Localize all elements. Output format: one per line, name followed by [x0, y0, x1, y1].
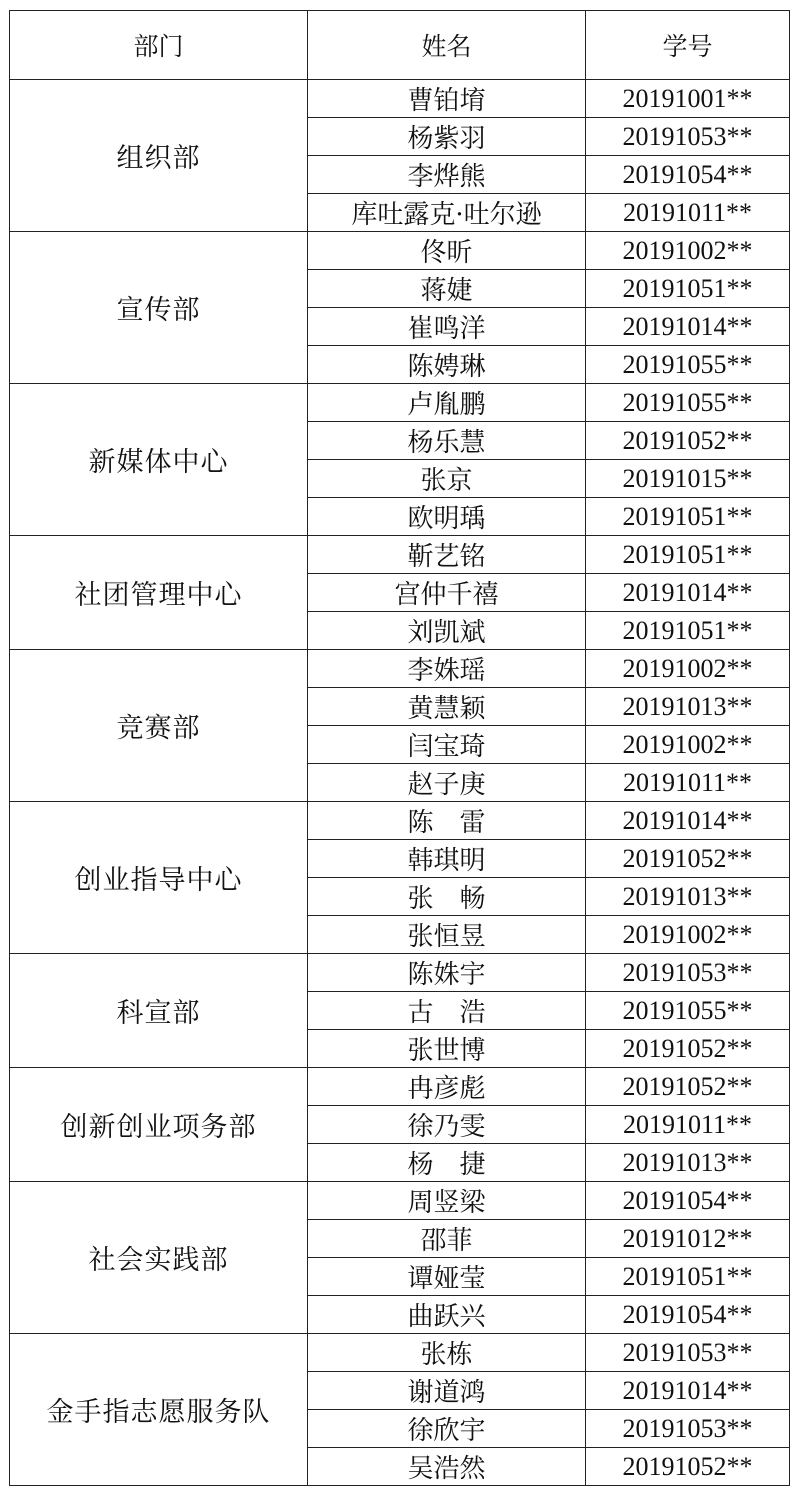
- member-name-cell: 李烨熊: [308, 156, 586, 194]
- student-id-cell: 20191002**: [586, 916, 790, 954]
- student-id-cell: 20191052**: [586, 1030, 790, 1068]
- member-name-cell: 刘凯斌: [308, 612, 586, 650]
- student-id-cell: 20191052**: [586, 840, 790, 878]
- student-id-cell: 20191014**: [586, 1372, 790, 1410]
- member-name-cell: 冉彦彪: [308, 1068, 586, 1106]
- student-id-cell: 20191053**: [586, 954, 790, 992]
- member-name-cell: 宫仲千禧: [308, 574, 586, 612]
- student-id-cell: 20191011**: [586, 764, 790, 802]
- member-name-cell: 陈娉琳: [308, 346, 586, 384]
- student-id-cell: 20191054**: [586, 1182, 790, 1220]
- student-id-cell: 20191014**: [586, 574, 790, 612]
- member-name-cell: 张 畅: [308, 878, 586, 916]
- table-row: [10, 384, 790, 422]
- member-name-cell: 杨紫羽: [308, 118, 586, 156]
- student-id-cell: 20191052**: [586, 1448, 790, 1486]
- student-id-cell: 20191014**: [586, 802, 790, 840]
- header-row: [10, 11, 790, 80]
- department-cell: 竞赛部: [10, 650, 308, 802]
- member-name-cell: 李姝瑶: [308, 650, 586, 688]
- member-name-cell: 卢胤鹏: [308, 384, 586, 422]
- member-name-cell: 赵子庚: [308, 764, 586, 802]
- member-name-cell: 闫宝琦: [308, 726, 586, 764]
- student-id-cell: 20191053**: [586, 1410, 790, 1448]
- student-id-cell: 20191054**: [586, 1296, 790, 1334]
- student-id-cell: 20191015**: [586, 460, 790, 498]
- table-row: [10, 232, 790, 270]
- student-id-cell: 20191001**: [586, 80, 790, 118]
- department-cell: 社团管理中心: [10, 536, 308, 650]
- member-name-cell: 邵菲: [308, 1220, 586, 1258]
- department-cell: 创业指导中心: [10, 802, 308, 954]
- student-id-cell: 20191053**: [586, 118, 790, 156]
- member-name-cell: 黄慧颖: [308, 688, 586, 726]
- student-id-cell: 20191051**: [586, 1258, 790, 1296]
- table-row: [10, 1068, 790, 1106]
- department-cell: 创新创业项务部: [10, 1068, 308, 1182]
- department-cell: 宣传部: [10, 232, 308, 384]
- table-row: [10, 954, 790, 992]
- member-name-cell: 佟昕: [308, 232, 586, 270]
- member-name-cell: 张栋: [308, 1334, 586, 1372]
- student-id-cell: 20191055**: [586, 384, 790, 422]
- student-id-cell: 20191002**: [586, 726, 790, 764]
- student-id-cell: 20191011**: [586, 194, 790, 232]
- department-header: 部门: [10, 11, 308, 80]
- member-name-cell: 徐欣宇: [308, 1410, 586, 1448]
- student-id-cell: 20191013**: [586, 878, 790, 916]
- table-row: [10, 1182, 790, 1220]
- member-name-cell: 崔鸣洋: [308, 308, 586, 346]
- student-id-cell: 20191011**: [586, 1106, 790, 1144]
- student-id-cell: 20191052**: [586, 1068, 790, 1106]
- student-id-cell: 20191013**: [586, 688, 790, 726]
- member-name-cell: 韩琪明: [308, 840, 586, 878]
- student-id-header: 学号: [586, 11, 790, 80]
- member-name-cell: 谢道鸿: [308, 1372, 586, 1410]
- student-id-cell: 20191051**: [586, 498, 790, 536]
- member-name-cell: 古 浩: [308, 992, 586, 1030]
- table-body: [10, 80, 790, 1486]
- student-id-cell: 20191055**: [586, 346, 790, 384]
- department-cell: 社会实践部: [10, 1182, 308, 1334]
- table-row: [10, 802, 790, 840]
- student-id-cell: 20191051**: [586, 270, 790, 308]
- student-id-cell: 20191054**: [586, 156, 790, 194]
- table-row: [10, 80, 790, 118]
- department-cell: 科宣部: [10, 954, 308, 1068]
- member-name-cell: 陈姝宇: [308, 954, 586, 992]
- member-name-cell: 周竖梁: [308, 1182, 586, 1220]
- table-header: [10, 11, 790, 80]
- member-name-cell: 曲跃兴: [308, 1296, 586, 1334]
- member-name-cell: 张世博: [308, 1030, 586, 1068]
- member-name-cell: 库吐露克·吐尔逊: [308, 194, 586, 232]
- department-cell: 金手指志愿服务队: [10, 1334, 308, 1486]
- student-id-cell: 20191051**: [586, 612, 790, 650]
- student-id-cell: 20191055**: [586, 992, 790, 1030]
- member-name-cell: 曹铂堉: [308, 80, 586, 118]
- member-name-cell: 蒋婕: [308, 270, 586, 308]
- member-name-cell: 徐乃雯: [308, 1106, 586, 1144]
- department-cell: 新媒体中心: [10, 384, 308, 536]
- student-id-cell: 20191052**: [586, 422, 790, 460]
- member-name-cell: 张恒昱: [308, 916, 586, 954]
- member-name-cell: 谭娅莹: [308, 1258, 586, 1296]
- member-name-cell: 陈 雷: [308, 802, 586, 840]
- member-name-cell: 杨乐慧: [308, 422, 586, 460]
- member-name-cell: 张京: [308, 460, 586, 498]
- department-cell: 组织部: [10, 80, 308, 232]
- student-id-cell: 20191002**: [586, 650, 790, 688]
- table-row: [10, 650, 790, 688]
- member-name-cell: 欧明瑀: [308, 498, 586, 536]
- member-name-cell: 杨 捷: [308, 1144, 586, 1182]
- student-id-cell: 20191013**: [586, 1144, 790, 1182]
- student-id-cell: 20191002**: [586, 232, 790, 270]
- student-id-cell: 20191051**: [586, 536, 790, 574]
- student-id-cell: 20191053**: [586, 1334, 790, 1372]
- member-name-cell: 吴浩然: [308, 1448, 586, 1486]
- name-header: 姓名: [308, 11, 586, 80]
- student-id-cell: 20191012**: [586, 1220, 790, 1258]
- table-row: [10, 1334, 790, 1372]
- student-id-cell: 20191014**: [586, 308, 790, 346]
- roster-table: [9, 10, 790, 1486]
- member-name-cell: 靳艺铭: [308, 536, 586, 574]
- table-row: [10, 536, 790, 574]
